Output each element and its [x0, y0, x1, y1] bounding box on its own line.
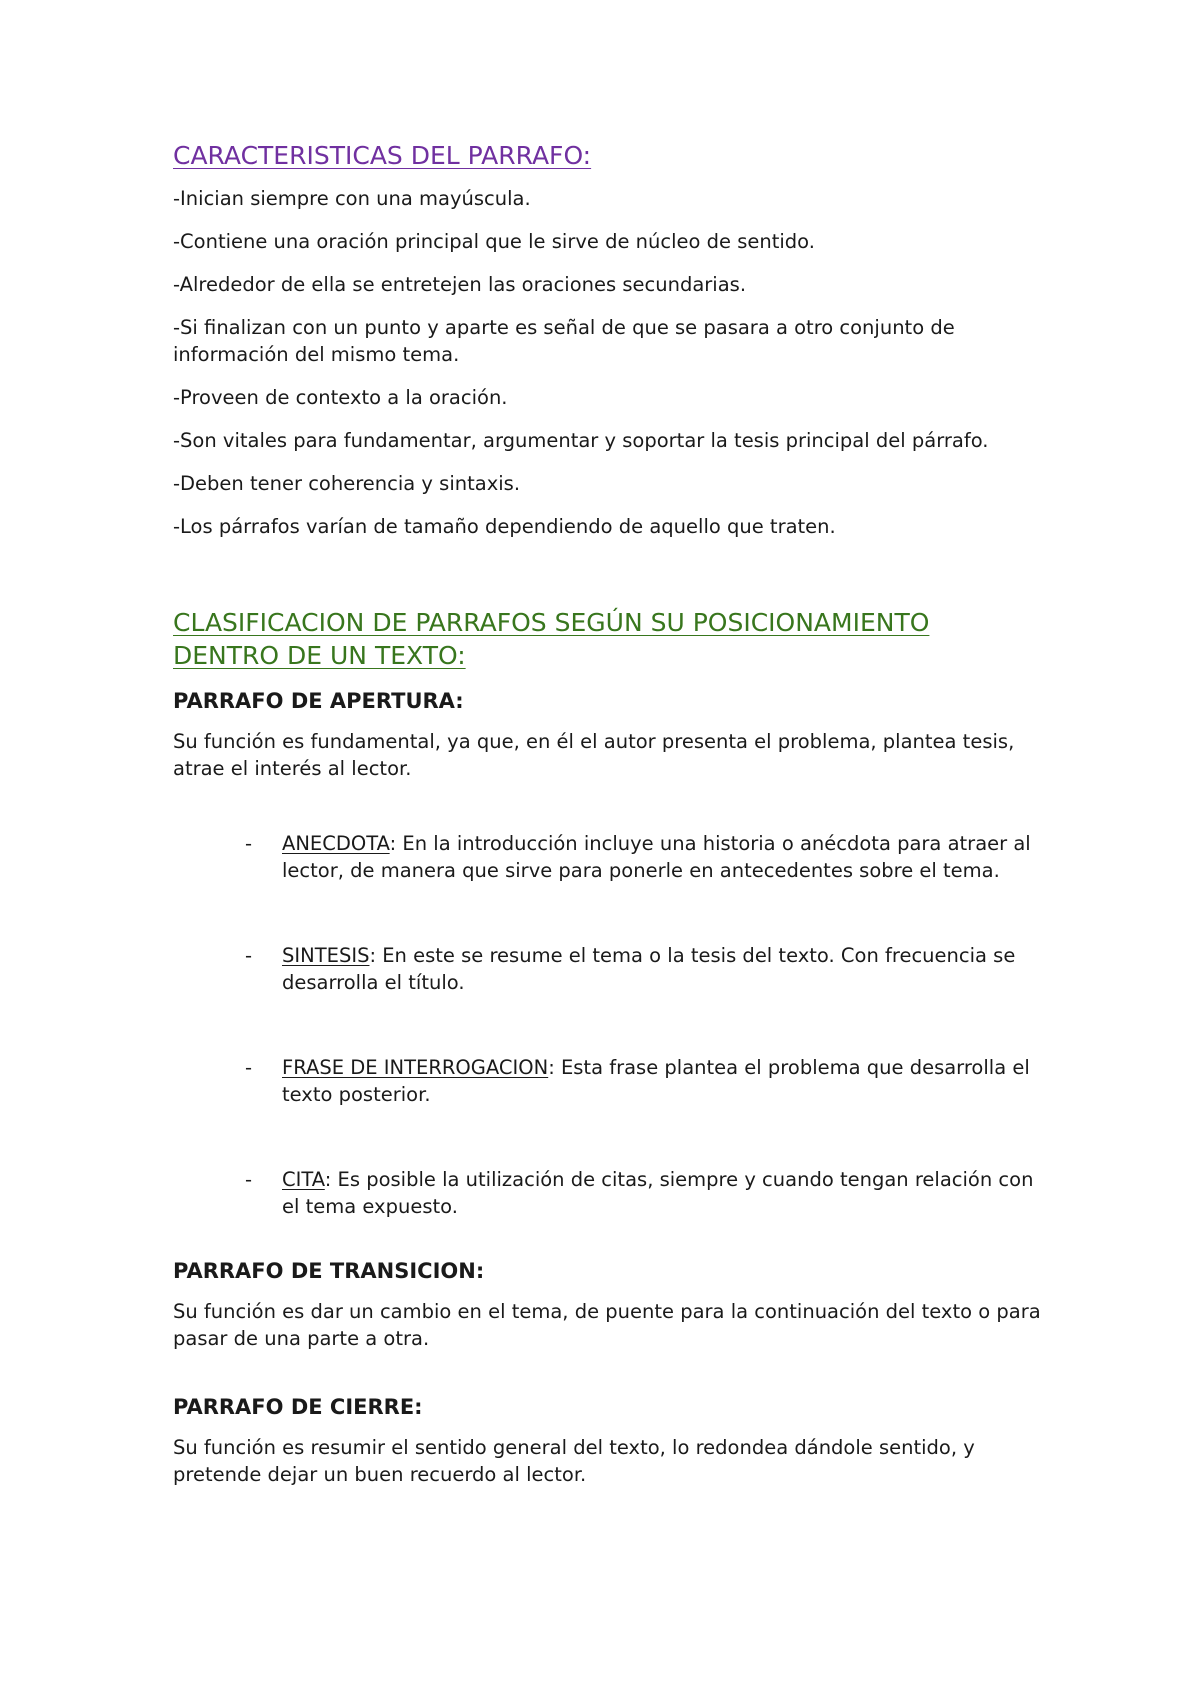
item-text: : Es posible la utilización de citas, siempre y cuando tengan relación con el tema expuesto.	[282, 1168, 1034, 1219]
term-sintesis: SINTESIS	[282, 944, 370, 968]
item-text: : En la introducción incluye una historia o anécdota para atraer al lector, de manera que sirve para ponerle en antecedentes sobre el tema.	[282, 832, 1031, 883]
characteristic-line: -Inician siempre con una mayúscula.	[173, 187, 531, 211]
term-cita: CITA	[282, 1168, 325, 1192]
list-item-anecdota	[173, 830, 1043, 884]
classification-heading: CLASIFICACION DE PARRAFOS SEGÚN SU POSICIONAMIENTO DENTRO DE UN TEXTO:	[173, 608, 930, 671]
characteristic-line: -Si finalizan con un punto y aparte es señal de que se pasara a otro conjunto de información del mismo tema.	[173, 316, 955, 367]
characteristics-heading: CARACTERISTICAS DEL PARRAFO:	[173, 141, 592, 170]
list-item-sintesis	[173, 942, 1043, 996]
characteristic-line: -Alrededor de ella se entretejen las oraciones secundarias.	[173, 273, 747, 297]
cierre-text: Su función es resumir el sentido general del texto, lo redondea dándole sentido, y pretende dejar un buen recuerdo al lector.	[173, 1436, 975, 1487]
item-text: : En este se resume el tema o la tesis del texto. Con frecuencia se desarrolla el título.	[282, 944, 1016, 995]
transicion-text: Su función es dar un cambio en el tema, de puente para la continuación del texto o para pasar de una parte a otra.	[173, 1300, 1041, 1351]
apertura-text: Su función es fundamental, ya que, en él el autor presenta el problema, plantea tesis, atrae el interés al lector.	[173, 730, 1015, 781]
characteristic-line: -Proveen de contexto a la oración.	[173, 386, 508, 410]
list-dash: -	[245, 1168, 253, 1192]
document-page	[173, 140, 1043, 1504]
list-item-frase	[173, 1054, 1043, 1108]
list-item-cita	[173, 1166, 1043, 1220]
characteristic-line: -Deben tener coherencia y sintaxis.	[173, 472, 521, 496]
transicion-title: PARRAFO DE TRANSICION:	[173, 1259, 485, 1284]
list-dash: -	[245, 832, 253, 856]
list-dash: -	[245, 1056, 253, 1080]
list-dash: -	[245, 944, 253, 968]
item-text: : Esta frase plantea el problema que desarrolla el texto posterior.	[282, 1056, 1030, 1107]
characteristic-line: -Los párrafos varían de tamaño dependiendo de aquello que traten.	[173, 515, 836, 539]
characteristic-line: -Son vitales para fundamentar, argumentar y soportar la tesis principal del párrafo.	[173, 429, 989, 453]
term-frase-de-interrogacion: FRASE DE INTERROGACION	[282, 1056, 549, 1080]
term-anecdota: ANECDOTA	[282, 832, 390, 856]
cierre-title: PARRAFO DE CIERRE:	[173, 1395, 423, 1420]
characteristic-line: -Contiene una oración principal que le sirve de núcleo de sentido.	[173, 230, 815, 254]
apertura-types-list	[173, 830, 1043, 1220]
apertura-title: PARRAFO DE APERTURA:	[173, 689, 464, 714]
